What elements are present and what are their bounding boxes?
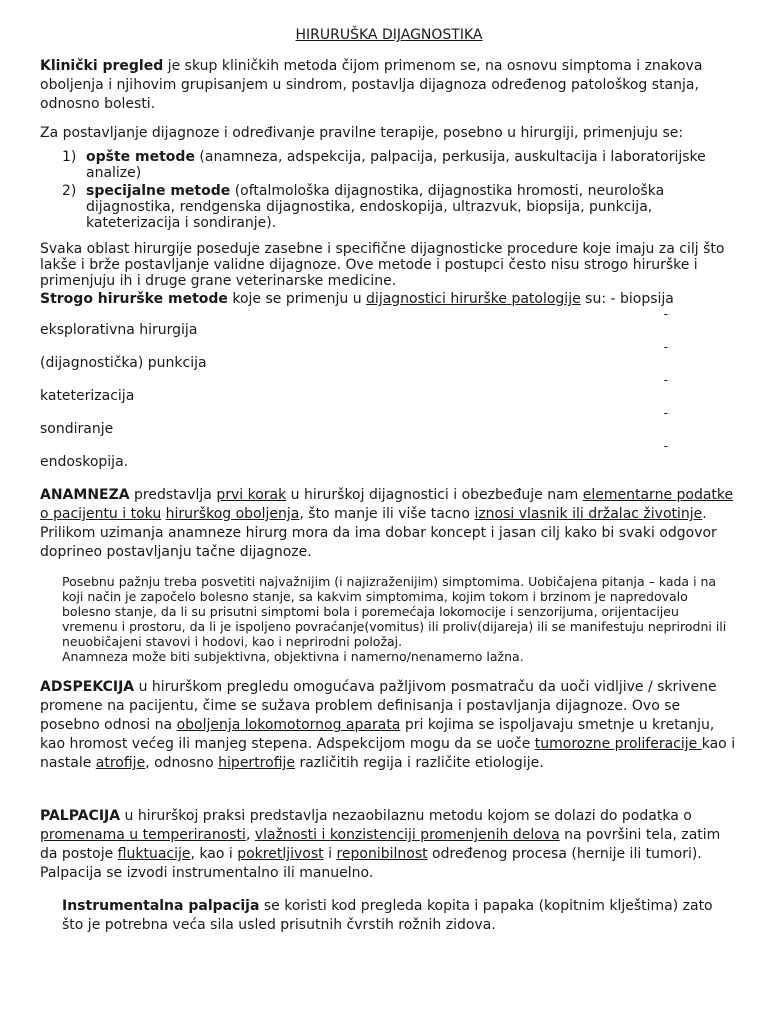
dash-item-text: (dijagnostička) punkcija (40, 355, 207, 371)
paragraph-text: kao i nastale (40, 736, 736, 771)
paragraph-anamneza (40, 486, 738, 562)
term-instrumentalna-palpacija: Instrumentalna palpacija (62, 898, 260, 914)
term-adspekcija: ADSPEKCIJA (40, 679, 135, 695)
dash-item-text: eksplorativna hirurgija (40, 322, 198, 338)
underlined-term: pokretljivost (237, 846, 324, 862)
underlined-term: prvi korak (216, 487, 287, 503)
paragraph-instrumentalna-palpacija (62, 897, 738, 935)
term-opste-metode: opšte metode (86, 149, 195, 165)
paragraph-text: u hirurškoj dijagnostici i obezbeđuje nam (286, 487, 583, 503)
paragraph-text: pri kojima se ispoljavaju smetnje u kretanju, kao hromost većeg ili manjeg stepena. Adspekcijom mogu da se uoče (40, 717, 715, 752)
underlined-term: vlažnosti i konzistenciji promenjenih delova (254, 827, 560, 843)
anamneza-note (62, 574, 738, 664)
paragraph-text: u hirurškom pregledu omogućava pažljivom posmatraču da uoči vidljive / skrivene promene na pacijentu, čime se sužava problem definisanja i postavljanja dijagnoze. Ovo se posebno odnosi na (40, 679, 717, 733)
methods-list (40, 149, 738, 231)
underlined-term: iznosi vlasnik ili držalac životinje (474, 506, 703, 522)
term-palpacija: PALPACIJA (40, 808, 121, 824)
paragraph-text: , odnosno (145, 755, 219, 771)
paragraph-text: predstavlja (129, 487, 217, 503)
list-item (40, 340, 738, 373)
term-strogo-hirurske-metode: Strogo hirurške metode (40, 291, 228, 307)
list-item (40, 149, 738, 181)
paragraph-text: , što manje ili više tacno (299, 506, 475, 522)
paragraph-text: određenog procesa (hernije ili tumori). Palpacija se izvodi instrumentalno ili manuelno. (40, 846, 702, 881)
underlined-term: elementarne podatke o pacijentu i toku (40, 487, 734, 522)
paragraph-text: koje se primenju u (227, 291, 367, 307)
page-title: HIRURUŠKA DIJAGNOSTIKA (295, 27, 483, 43)
paragraph-text: . Prilikom uzimanja anamneze hirurg mora da ima dobar koncept i jasan cilj kako bi svaki odgovor doprineo postavljanju tačne dijagnoze. (40, 506, 717, 560)
note-text: Posebnu pažnju treba posvetiti najvažnijim (i najizraženijim) simptomima. Uobičajena pitanja – kada i na koji način je započelo bolesno stanje, sa kakvim simptomima, kojim tokom i brzinom je napredovalo bolesno stanje, da li su prisutni simptomi bola i poremećaja lokomocije i senzorijuma, orijentacijeu vremenu i prostoru, da li je ispoljeno povraćanje(vomitus) ili proliv(dijareja) ili se manifestuju neprirodni ili neuobičajeni stavovi i hodovi, kao i neprirodni položaj. (62, 574, 727, 649)
list-number: 2) (62, 183, 77, 199)
term-specijalne-metode: specijalne metode (86, 183, 231, 199)
underlined-term: fluktuacije (117, 846, 191, 862)
dash-marker: - (663, 373, 668, 387)
underlined-term: promenama u temperiranosti (40, 827, 246, 843)
underlined-term: hipertrofije (218, 755, 296, 771)
paragraph-klinicki-pregled (40, 57, 738, 114)
paragraph-hirurgija-procedure: Svaka oblast hirurgije poseduje zasebne i specifične dijagnosticke procedure koje imaju za cilj što lakše i brže postavljanje validne dijagnoze. Ove metode i postupci često nisu strogo hirurške i primenjuju ih i druge grane veterinarske medicine. (40, 241, 725, 289)
note-text: Anamneza može biti subjektivna, objektivna i namerno/nenamerno lažna. (62, 649, 524, 664)
paragraph-strogo-hirurske (40, 291, 738, 307)
paragraph-text: se koristi kod pregleda kopita i papaka (kopitnim klještima) zato što je potrebna veća sila usled prisutnih čvrstih rožnih zidova. (62, 898, 713, 933)
underlined-term: dijagnostici hirurške patologije (366, 291, 581, 307)
dash-marker: - (663, 439, 668, 453)
list-item-text: (anamneza, adspekcija, palpacija, perkusija, auskultacija i laboratorijske analize) (86, 149, 706, 181)
list-item (40, 373, 738, 406)
paragraph-text: , (245, 827, 255, 843)
paragraph-text: , kao i (190, 846, 238, 862)
list-item (40, 406, 738, 439)
paragraph-text: su: - biopsija (580, 291, 674, 307)
term-klinicki-pregled: Klinički pregled (40, 58, 164, 74)
underlined-term: atrofije (95, 755, 146, 771)
underlined-term: oboljenja lokomotornog aparata (176, 717, 401, 733)
list-item-text: (oftalmološka dijagnostika, dijagnostika hromosti, neurološka dijagnostika, rendgenska dijagnostika, endoskopija, ultrazvuk, biopsija, punkcija, kateterizacija i sondiranje). (86, 183, 665, 231)
underlined-term: hirurškog oboljenja (165, 506, 300, 522)
list-item (40, 183, 738, 231)
paragraph-intro-methods: Za postavljanje dijagnoze i određivanje pravilne terapije, posebno u hirurgiji, primenjuju se: (40, 125, 684, 141)
dash-item-text: sondiranje (40, 421, 114, 437)
dash-marker: - (663, 406, 668, 420)
document-page (40, 26, 738, 935)
dash-marker: - (663, 307, 668, 321)
list-number: 1) (62, 149, 77, 165)
list-item (40, 307, 738, 340)
paragraph-text: različitih regija i različite etiologije. (295, 755, 544, 771)
dash-item-text: endoskopija. (40, 454, 129, 470)
underlined-term: tumorozne proliferacije (534, 736, 702, 752)
dash-marker: - (663, 340, 668, 354)
paragraph-text: na površini tela, zatim da postoje (40, 827, 721, 862)
underlined-term: reponibilnost (336, 846, 428, 862)
list-item (40, 439, 738, 472)
dash-list (40, 307, 738, 472)
paragraph-palpacija (40, 807, 738, 883)
paragraph-text: je skup kliničkih metoda čijom primenom se, na osnovu simptoma i znakova oboljenja i njihovim grupisanjem u sindrom, postavlja dijagnoza određenog patološkog stanja, odnosno bolesti. (40, 58, 703, 112)
paragraph-text: u hirurškoj praksi predstavlja nezaobilaznu metodu kojom se dolazi do podatka o (120, 808, 692, 824)
term-anamneza: ANAMNEZA (40, 487, 130, 503)
dash-item-text: kateterizacija (40, 388, 135, 404)
paragraph-adspekcija (40, 678, 738, 773)
paragraph-text: i (323, 846, 337, 862)
